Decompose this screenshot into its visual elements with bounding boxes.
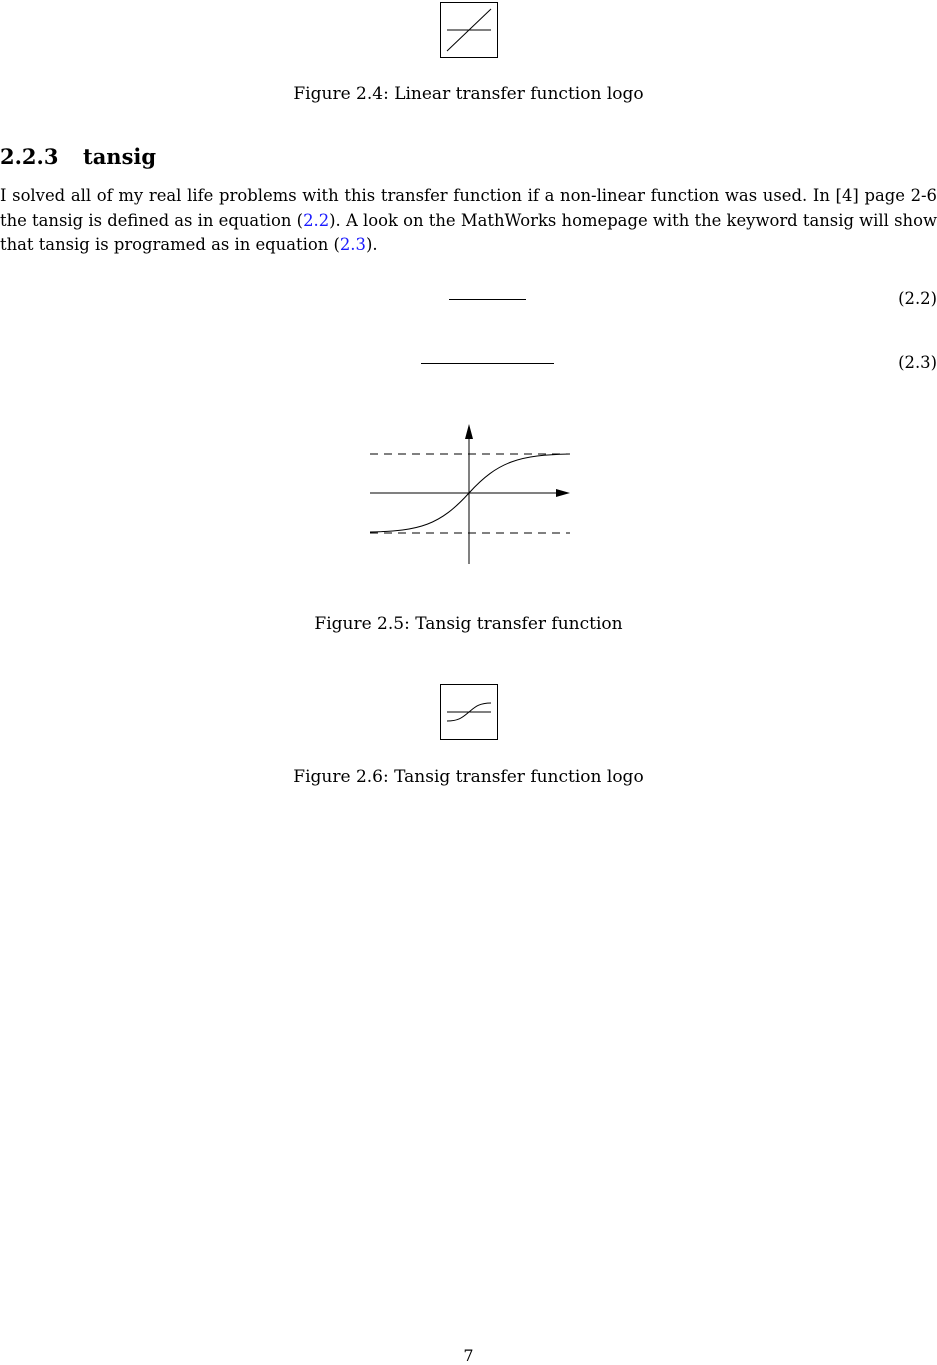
y-axis-arrow [465, 424, 473, 439]
tansig-plot [360, 415, 580, 575]
paragraph-text-3: ). [365, 235, 378, 254]
figure-2-5-caption: Figure 2.5: Tansig transfer function [314, 614, 623, 634]
body-paragraph [0, 184, 937, 258]
figure-2-4-caption: Figure 2.4: Linear transfer function logo [293, 84, 644, 104]
linear-transfer-logo [440, 2, 498, 58]
section-title: tansig [83, 144, 157, 169]
section-number: 2.2.3 [0, 144, 59, 169]
linear-logo-graphic [441, 3, 497, 57]
equation-ref-2-2[interactable]: 2.2 [303, 210, 330, 230]
equation-2-3-fraction-bar [421, 363, 554, 364]
equation-2-2-number: (2.2) [898, 289, 937, 308]
equation-ref-2-3[interactable]: 2.3 [339, 235, 366, 254]
x-axis-arrow [556, 489, 570, 497]
equation-2-2-fraction-bar [449, 299, 526, 300]
paragraph-text-1: I solved all of my real life problems with this transfer function if a non-linear function was used. In [4] page 2-6 the tansig is defined as in equation ( [0, 186, 937, 230]
figure-2-6-caption: Figure 2.6: Tansig transfer function logo [293, 767, 644, 787]
tansig-transfer-logo [440, 684, 498, 740]
page-number: 7 [463, 1346, 474, 1365]
section-heading [0, 144, 156, 169]
tansig-logo-graphic [441, 685, 497, 739]
equation-2-3-number: (2.3) [898, 353, 937, 372]
paragraph-text-2: ). A look on the MathWorks homepage with the keyword tansig will show that tansig is programed as in equation ( [0, 210, 937, 254]
